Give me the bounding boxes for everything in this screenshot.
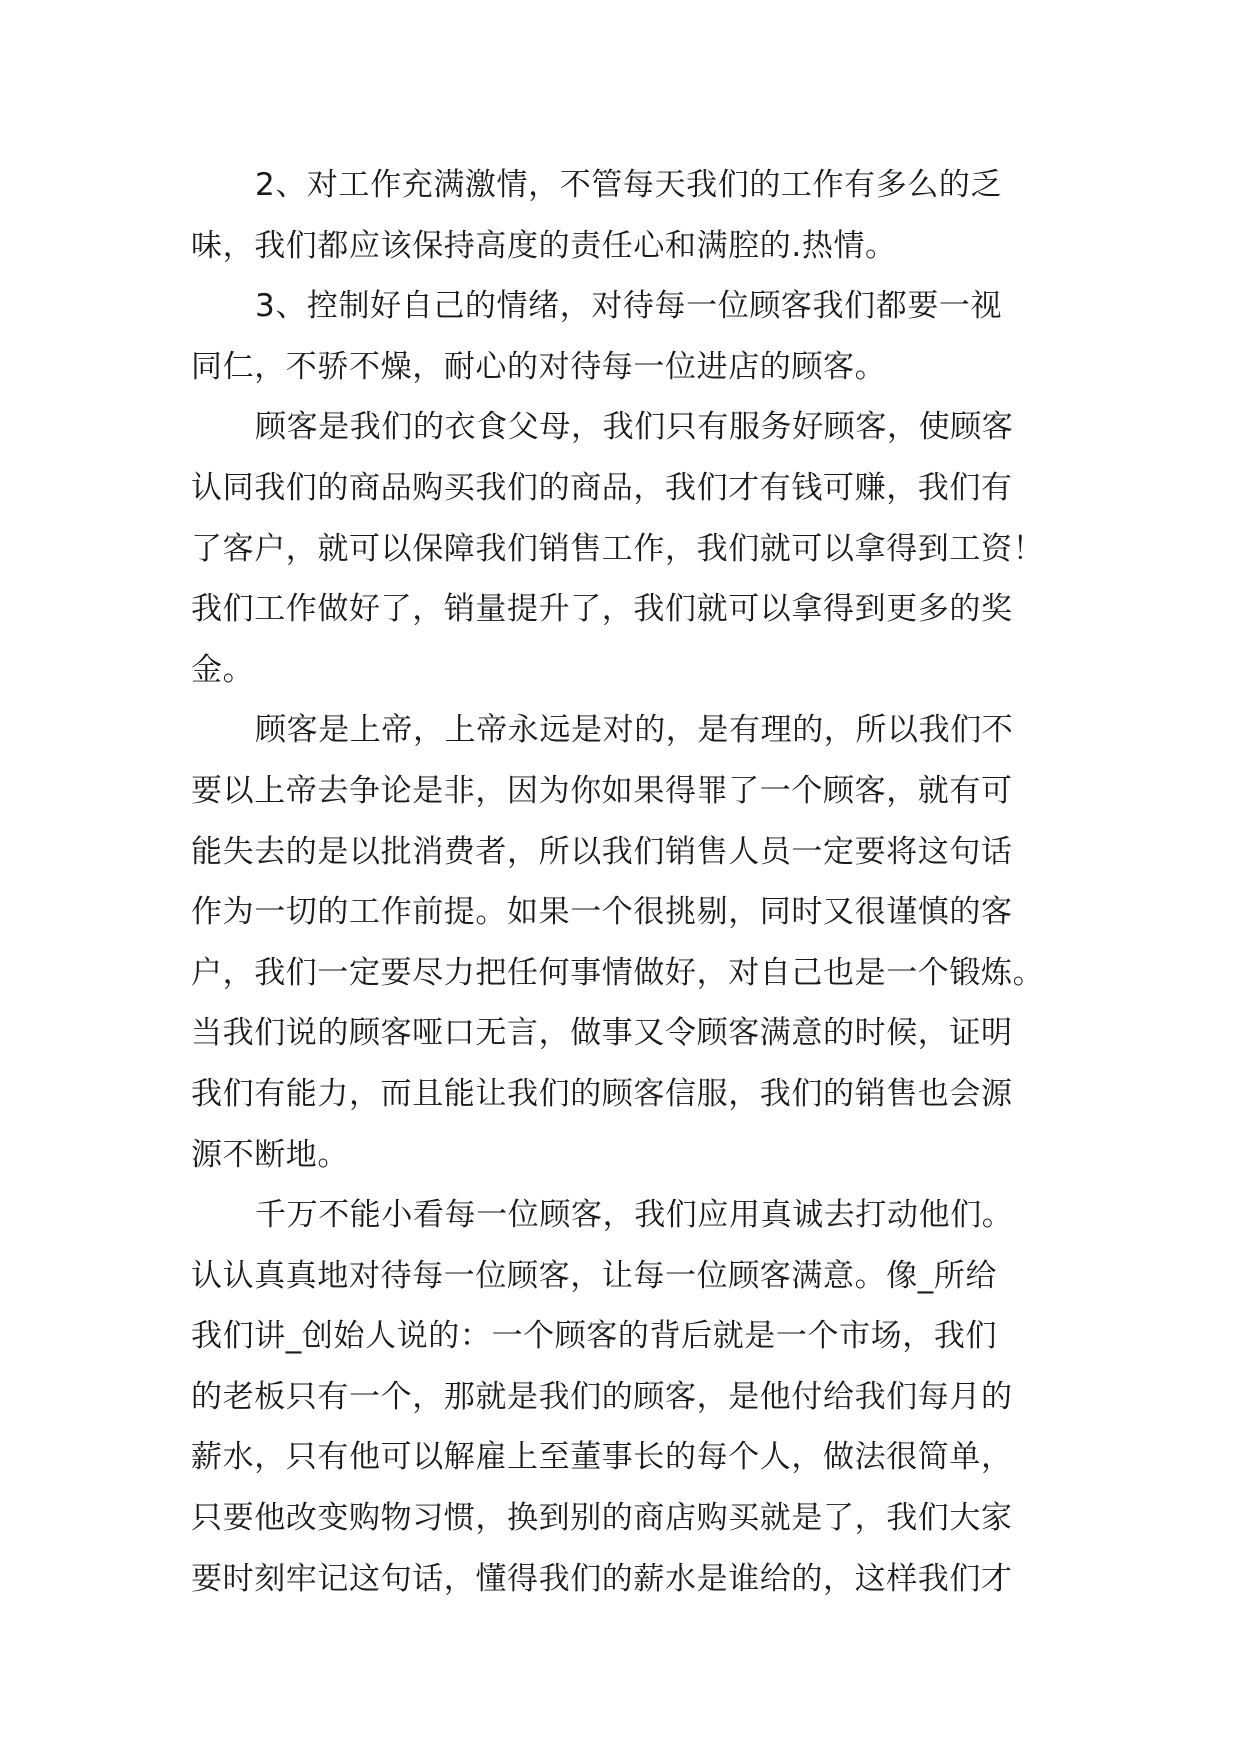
text-line-13: 作为一切的工作前提。如果一个很挑剔，同时又很谨慎的客 bbox=[191, 894, 1013, 931]
text-line-16: 我们有能力，而且能让我们的顾客信服，我们的销售也会源 bbox=[191, 1075, 1013, 1112]
text-line-8: 我们工作做好了，销量提升了，我们就可以拿得到更多的奖 bbox=[191, 591, 1013, 628]
text-line-20: 我们讲_创始人说的：一个顾客的背后就是一个市场，我们 bbox=[191, 1318, 998, 1355]
text-line-2: 味，我们都应该保持高度的责任心和满腔的.热情。 bbox=[191, 227, 897, 264]
text-line-17: 源不断地。 bbox=[191, 1136, 349, 1173]
text-line-4: 同仁，不骄不燥，耐心的对待每一位进店的顾客。 bbox=[191, 348, 887, 385]
text-line-18: 千万不能小看每一位顾客，我们应用真诚去打动他们。 bbox=[255, 1197, 1014, 1234]
text-line-14: 户，我们一定要尽力把任何事情做好，对自己也是一个锻炼。 bbox=[191, 954, 1045, 991]
text-line-11: 要以上帝去争论是非，因为你如果得罪了一个顾客，就有可 bbox=[191, 772, 1013, 809]
body-text bbox=[191, 155, 1051, 1609]
text-line-3: 3、控制好自己的情绪，对待每一位顾客我们都要一视 bbox=[255, 288, 1003, 325]
text-line-23: 只要他改变购物习惯，换到别的商店购买就是了，我们大家 bbox=[191, 1500, 1013, 1537]
text-line-5: 顾客是我们的衣食父母，我们只有服务好顾客，使顾客 bbox=[255, 409, 1014, 446]
text-line-7: 了客户，就可以保障我们销售工作，我们就可以拿得到工资！ bbox=[191, 530, 1045, 567]
text-line-10: 顾客是上帝，上帝永远是对的，是有理的，所以我们不 bbox=[255, 712, 1014, 749]
text-line-12: 能失去的是以批消费者，所以我们销售人员一定要将这句话 bbox=[191, 833, 1013, 870]
text-line-24: 要时刻牢记这句话，懂得我们的薪水是谁给的，这样我们才 bbox=[191, 1560, 1013, 1597]
text-line-22: 薪水，只有他可以解雇上至董事长的每个人，做法很简单， bbox=[191, 1439, 1013, 1476]
text-line-21: 的老板只有一个，那就是我们的顾客，是他付给我们每月的 bbox=[191, 1378, 1013, 1415]
text-line-15: 当我们说的顾客哑口无言，做事又令顾客满意的时候，证明 bbox=[191, 1015, 1013, 1052]
text-line-1: 2、对工作充满激情，不管每天我们的工作有多么的乏 bbox=[255, 167, 1003, 203]
text-line-19: 认认真真地对待每一位顾客，让每一位顾客满意。像_所给 bbox=[191, 1257, 998, 1294]
text-line-6: 认同我们的商品购买我们的商品，我们才有钱可赚，我们有 bbox=[191, 469, 1013, 506]
text-line-9: 金。 bbox=[191, 651, 255, 688]
